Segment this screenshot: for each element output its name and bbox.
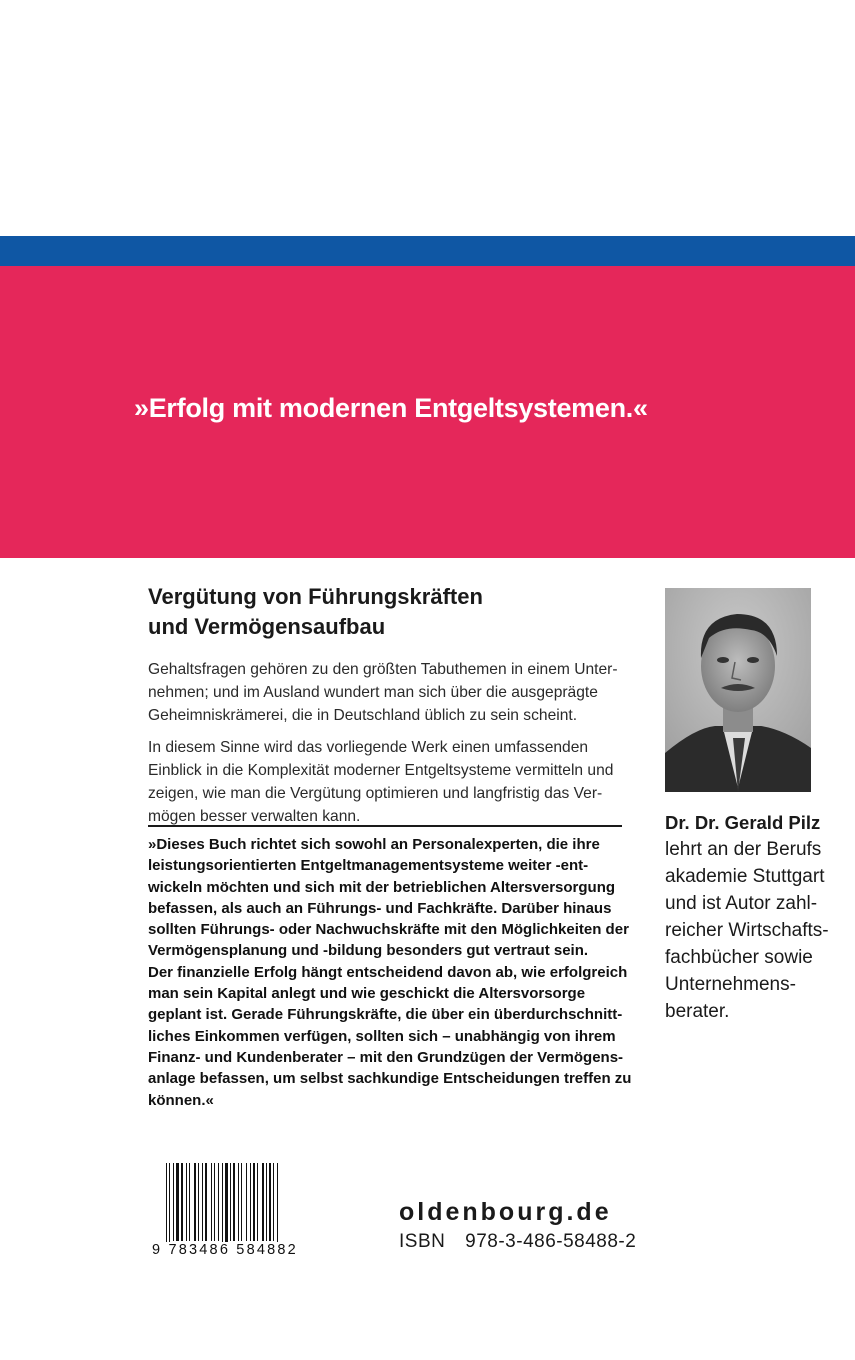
intro-line: nehmen; und im Ausland wundert man sich über die ausgeprägte	[148, 684, 598, 701]
isbn-label: ISBN	[399, 1231, 446, 1252]
barcode-bar	[233, 1163, 235, 1241]
barcode-bar	[266, 1163, 267, 1241]
intro-line: In diesem Sinne wird das vorliegende Werk einen umfassenden	[148, 739, 589, 756]
isbn	[399, 1231, 659, 1253]
intro-line: Gehaltsfragen gehören zu den größten Tabuthemen in einem Unter-	[148, 661, 618, 678]
barcode-bar	[238, 1163, 239, 1241]
quote-line: befassen, als auch an Führungs- und Fachkräfte. Darüber hinaus	[148, 899, 612, 917]
quote-block	[148, 834, 638, 1111]
barcode-bar	[241, 1163, 242, 1241]
quote-line: man sein Kapital anlegt und wie geschickt die Altersvorsorge	[148, 985, 586, 1003]
isbn-number: 978-3-486-58488-2	[465, 1231, 637, 1252]
quote-line: leistungsorientierten Entgeltmanagementsysteme weiter -ent-	[148, 857, 589, 875]
tagline: »Erfolg mit modernen Entgeltsystemen.«	[134, 393, 648, 423]
barcode-bar	[250, 1163, 251, 1241]
quote-line: Finanz- und Kundenberater – mit den Grundzügen der Vermögens-	[148, 1048, 624, 1066]
divider	[148, 825, 622, 827]
author-photo	[665, 588, 811, 792]
quote-line: Vermögensplanung und -bildung besonders gut vertraut sein.	[148, 942, 589, 960]
author-bio-line: berater.	[665, 1001, 730, 1022]
intro-paragraph-1	[148, 658, 634, 727]
author-name: Dr. Dr. Gerald Pilz	[665, 812, 821, 833]
quote-line: können.«	[148, 1091, 214, 1109]
barcode-bar	[181, 1163, 183, 1241]
barcode-bar	[269, 1163, 271, 1241]
barcode-bar	[194, 1163, 196, 1241]
book-title-line: und Vermögensaufbau	[148, 614, 386, 639]
author-bio-line: reicher Wirtschafts-	[665, 920, 829, 941]
barcode-bar	[222, 1163, 223, 1253]
quote-line: wickeln möchten und sich mit der betrieblichen Altersversorgung	[148, 878, 616, 896]
barcode-bar	[169, 1163, 170, 1253]
barcode-bar	[218, 1163, 219, 1241]
author-block	[665, 809, 850, 1025]
blue-stripe	[0, 236, 855, 266]
author-portrait-icon	[665, 588, 811, 792]
quote-line: Der finanzielle Erfolg hängt entscheidend davon ab, wie erfolgreich	[148, 963, 628, 981]
barcode-bar	[211, 1163, 212, 1241]
barcode-bar	[277, 1163, 278, 1253]
quote-line: geplant ist. Gerade Führungskräfte, die über ein überdurchschnitt-	[148, 1006, 623, 1024]
publisher-website[interactable]: oldenbourg.de	[399, 1198, 612, 1226]
barcode-bar	[273, 1163, 274, 1241]
intro-line: zeigen, wie man die Vergütung optimieren und langfristig das Ver-	[148, 785, 603, 802]
barcode-bar	[189, 1163, 190, 1241]
barcode-bar	[202, 1163, 203, 1241]
barcode-bar	[257, 1163, 258, 1241]
barcode-bar	[214, 1163, 215, 1241]
author-bio-line: fachbücher sowie	[665, 947, 813, 968]
intro-line: Geheimniskrämerei, die in Deutschland üblich zu sein scheint.	[148, 707, 578, 724]
barcode-bar	[186, 1163, 187, 1241]
barcode-bar	[198, 1163, 199, 1241]
quote-line: liches Einkommen verfügen, sollten sich – unabhängig von ihrem	[148, 1027, 616, 1045]
author-bio-line: akademie Stuttgart	[665, 866, 825, 887]
intro-paragraph-2	[148, 736, 634, 828]
barcode-digits: 9 783486 584882	[152, 1242, 312, 1258]
author-bio-line: und ist Autor zahl-	[665, 893, 818, 914]
barcode-bar	[225, 1163, 228, 1253]
intro-line: mögen besser verwalten kann.	[148, 808, 361, 825]
barcode-bar	[246, 1163, 247, 1241]
intro-text	[148, 658, 634, 837]
author-bio-line: lehrt an der Berufs	[665, 839, 822, 860]
book-title-line: Vergütung von Führungskräften	[148, 584, 483, 609]
barcode-bar	[166, 1163, 167, 1253]
author-bio-line: Unternehmens-	[665, 974, 796, 995]
intro-line: Einblick in die Komplexität moderner Entgeltsysteme vermitteln und	[148, 762, 614, 779]
quote-line: sollten Führungs- oder Nachwuchskräfte mit den Möglichkeiten der	[148, 921, 629, 939]
barcode-bar	[173, 1163, 174, 1241]
barcode-bar	[253, 1163, 255, 1241]
book-title	[148, 582, 618, 642]
quote-line: »Dieses Buch richtet sich sowohl an Personalexperten, die ihre	[148, 836, 600, 853]
barcode-bar	[230, 1163, 231, 1241]
barcode-bar	[176, 1163, 179, 1241]
quote-line: anlage befassen, um selbst sachkundige Entscheidungen treffen zu	[148, 1070, 632, 1088]
barcode-bar	[205, 1163, 207, 1241]
barcode-bar	[262, 1163, 264, 1241]
